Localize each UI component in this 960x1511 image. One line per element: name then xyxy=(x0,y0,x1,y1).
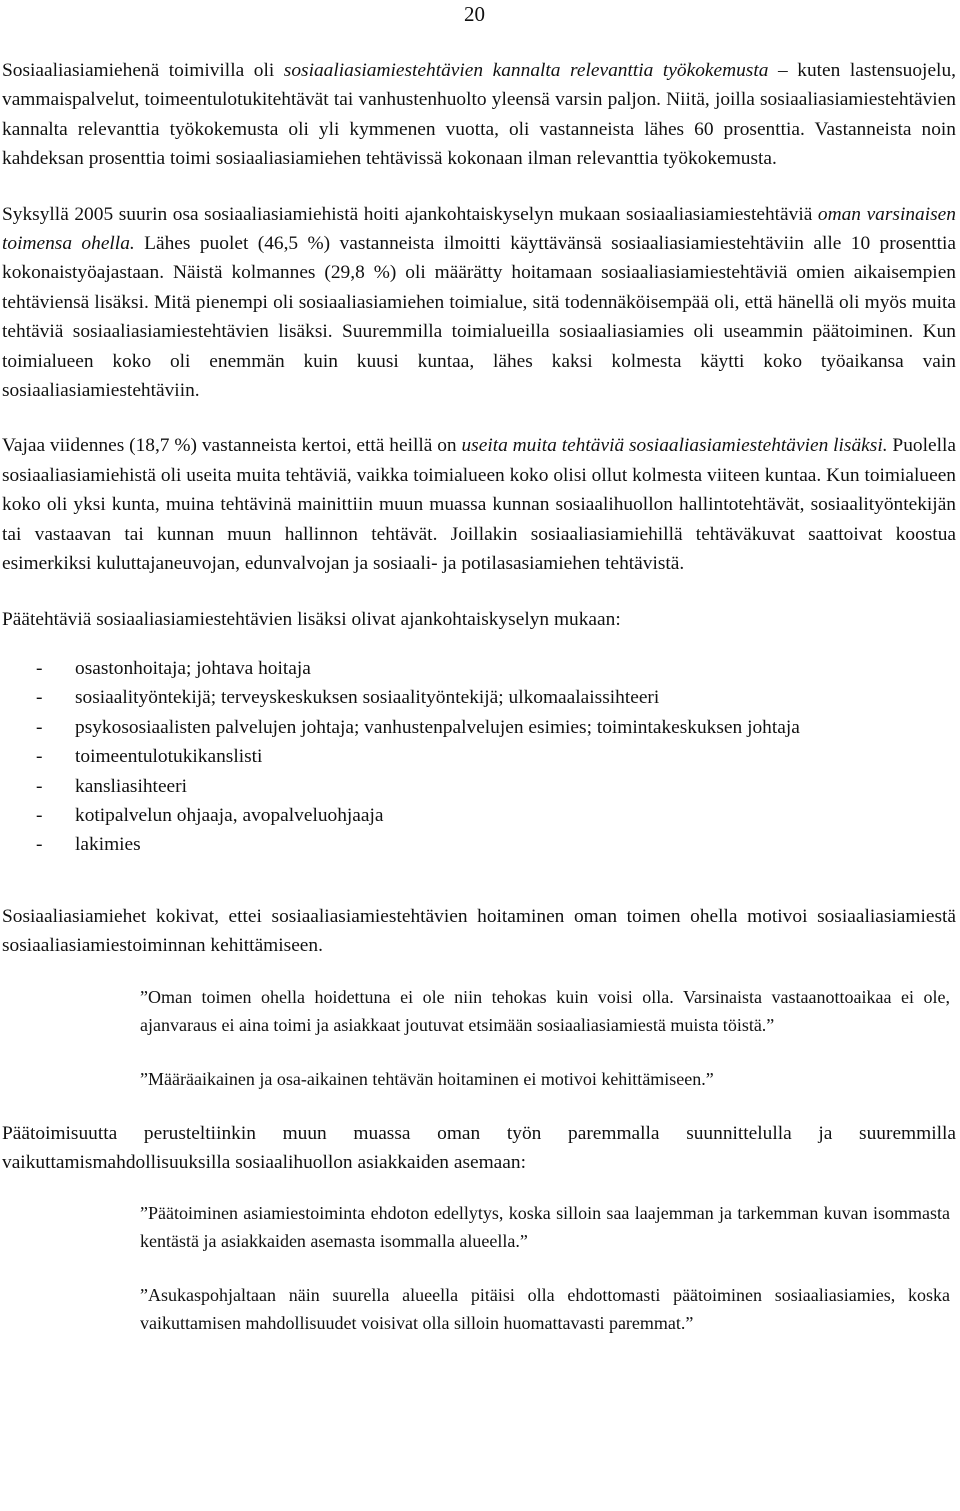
list-item xyxy=(2,801,956,830)
list-dash: - xyxy=(36,834,43,856)
list-item xyxy=(2,654,956,683)
list-dash: - xyxy=(36,657,43,679)
list-item xyxy=(2,683,956,712)
paragraph-emphasis: useita muita tehtäviä sosiaaliasiamiestehtävien lisäksi. xyxy=(461,435,888,457)
list-item xyxy=(2,772,956,801)
paragraph-experience xyxy=(2,56,956,174)
paragraph-full-time: Päätoimisuutta perusteltiinkin muun muassa oman työn paremmalla suunnittelulla ja suuremmilla vaikuttamismahdollisuuksilla sosiaalihuollon asiakkaiden asemaan: xyxy=(2,1122,956,1173)
list-item xyxy=(2,742,956,771)
list-item-text: kotipalvelun ohjaaja, avopalveluohjaaja xyxy=(75,804,384,826)
list-dash: - xyxy=(36,687,43,709)
paragraph-emphasis: sosiaaliasiamiestehtävien kannalta relevanttia työkokemusta xyxy=(283,60,769,81)
list-item xyxy=(2,830,956,859)
paragraph-text: Lähes puolet (46,5 %) vastanneista ilmoitti käyttävänsä sosiaaliasiamiestehtäviin alle 10 prosenttia kokonaistyöajastaan. Näistä kolmannes (29,8 %) oli määrätty hoitamaan sosiaaliasiamiestehtäviä omien aikaisempien tehtäviensä lisäksi. Mitä pienempi oli sosiaaliasiamiehen toimialue, sitä todennäköisempää oli, että hänellä oli myös muita tehtäviä sosiaaliasiamiestehtävien lisäksi. Suuremmilla toimialueilla sosiaaliasiamies oli useammin päätoiminen. Kun toimialueen koko oli enemmän kuin kuusi kuntaa, lähes kaksi kolmesta käytti koko työaikansa vain sosiaaliasiamiestehtäviin. xyxy=(2,233,957,402)
paragraph-part-time xyxy=(2,200,956,406)
block-quote: ”Asukaspohjaltaan näin suurella alueella pitäisi olla ehdottomasti päätoiminen sosiaaliasiamies, koska vaikuttamisen mahdollisuudet voisivat olla silloin huomattavasti paremmat.” xyxy=(140,1285,950,1334)
paragraph-text: Vajaa viidennes (18,7 %) vastanneista kertoi, että heillä on xyxy=(2,435,462,457)
main-duties-list xyxy=(2,654,956,860)
list-dash: - xyxy=(36,716,43,738)
list-item-text: toimeentulotukikanslisti xyxy=(75,746,263,768)
page-body xyxy=(2,56,956,1363)
paragraph-other-duties xyxy=(2,431,956,578)
list-item-text: kansliasihteeri xyxy=(75,775,187,797)
block-quote: ”Oman toimen ohella hoidettuna ei ole niin tehokas kuin voisi olla. Varsinaista vastaanottoaikaa ei ole, ajanvaraus ei aina toimi ja asiakkaat joutuvat etsimään sosiaaliasiamiestä muista töistä.” xyxy=(140,986,950,1035)
paragraph-text: Sosiaaliasiamiehenä toimivilla oli xyxy=(2,60,284,81)
paragraph-text: Syksyllä 2005 suurin osa sosiaaliasiamiehistä hoiti ajankohtaiskyselyn mukaan sosiaaliasiamiestehtäviä xyxy=(2,203,818,225)
page-number: 20 xyxy=(464,2,485,26)
list-item-text: osastonhoitaja; johtava hoitaja xyxy=(75,657,311,679)
paragraph-motivation: Sosiaaliasiamiehet kokivat, ettei sosiaaliasiamiestehtävien hoitaminen oman toimen ohella motivoi sosiaaliasiamiestä sosiaaliasiamiestoiminnan kehittämiseen. xyxy=(2,905,956,957)
list-item-text: sosiaalityöntekijä; terveyskeskuksen sosiaalityöntekijä; ulkomaalaissihteeri xyxy=(75,687,660,709)
list-dash: - xyxy=(36,775,43,797)
block-quote: ”Määräaikainen ja osa-aikainen tehtävän hoitaminen ei motivoi kehittämiseen.” xyxy=(140,1068,714,1089)
paragraph-text: – kuten lastensuojelu, vammaispalvelut, toimeentulotukitehtävät tai vanhustenhuolto yleensä varsin paljon. Niitä, joilla sosiaaliasiamiestehtävien kannalta relevanttia työkokemusta oli yli kymmenen vuotta, oli vastanneista lähes 60 prosenttia. Vastanneista noin kahdeksan prosenttia toimi sosiaaliasiamiehen tehtävissä kokonaan ilman relevanttia työkokemusta. xyxy=(2,60,956,170)
list-item-text: psykososiaalisten palvelujen johtaja; vanhustenpalvelujen esimies; toimintakeskuksen johtaja xyxy=(75,716,800,738)
list-item-text: lakimies xyxy=(75,834,141,856)
block-quote: ”Päätoiminen asiamiestoiminta ehdoton edellytys, koska silloin saa laajemman ja tarkemman kuvan isommasta kentästä ja asiakkaiden asemasta isommalla alueella.” xyxy=(140,1203,950,1252)
list-dash: - xyxy=(36,746,43,768)
list-item xyxy=(2,713,956,742)
list-dash: - xyxy=(36,804,43,826)
paragraph-text: Puolella sosiaaliasiamiehistä oli useita muita tehtäviä, vaikka toimialueen koko olisi ollut kolmesta viiteen kuntaa. Kun toimialueen koko oli yksi kunta, muina tehtävinä mainittiin muun muassa kunnan sosiaalihuollon hallintotehtävät, sosiaalityöntekijän tai vastaavan tai kunnan muun hallinnon tehtävät. Joillakin sosiaaliasiamiehillä tehtäväkuvat saattoivat koostua esimerkiksi kuluttajaneuvojan, edunvalvojan ja sosiaali- ja potilasasiamiehen tehtävistä. xyxy=(2,435,956,575)
list-intro: Päätehtäviä sosiaaliasiamiestehtävien lisäksi olivat ajankohtaiskyselyn mukaan: xyxy=(2,608,621,630)
paragraph-emphasis: oman varsinaisen toimensa ohella. xyxy=(2,203,956,255)
